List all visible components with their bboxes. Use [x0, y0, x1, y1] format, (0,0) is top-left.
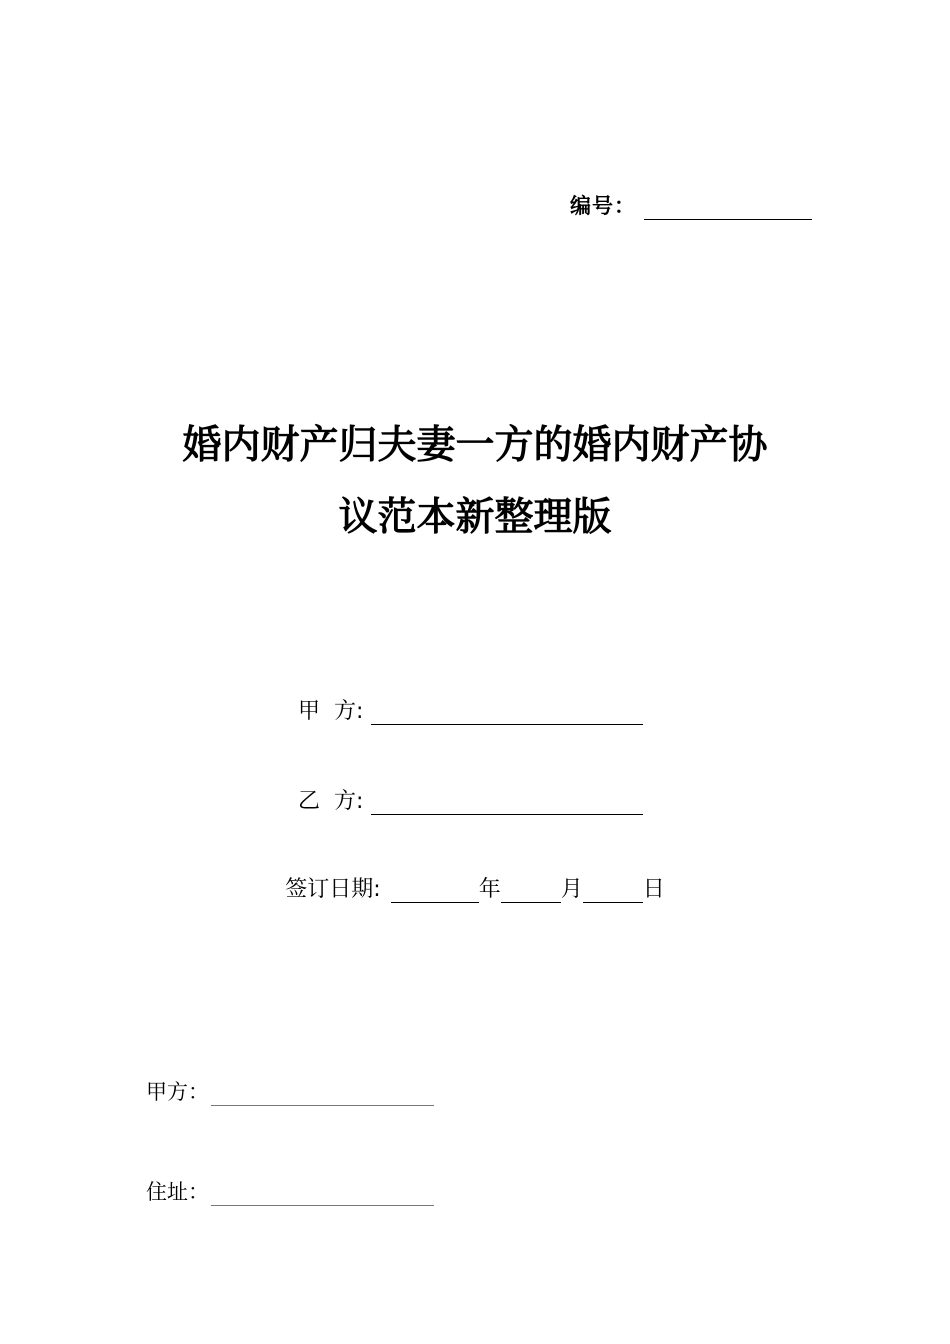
serial-number-field [570, 190, 812, 220]
signature-party-a-label: 甲方： [146, 1080, 209, 1104]
signing-date-field [0, 872, 950, 903]
serial-number-blank[interactable] [644, 195, 812, 220]
party-b-blank[interactable] [371, 790, 643, 815]
year-blank[interactable] [391, 878, 479, 903]
day-blank[interactable] [583, 878, 643, 903]
address-label: 住址： [146, 1180, 209, 1204]
month-blank[interactable] [501, 878, 561, 903]
signing-date-label: 签订日期: [285, 877, 381, 902]
address-field [146, 1176, 434, 1206]
year-label: 年 [478, 877, 501, 902]
party-b-field [298, 784, 643, 815]
party-a-blank[interactable] [371, 700, 643, 725]
serial-number-label: 编号： [570, 194, 636, 218]
document-title [0, 410, 950, 554]
address-blank[interactable] [211, 1183, 434, 1206]
signature-party-a-blank[interactable] [211, 1083, 434, 1106]
title-line-2: 议范本新整理版 [338, 495, 612, 540]
month-label: 月 [560, 877, 583, 902]
day-label: 日 [642, 877, 665, 902]
title-line-1: 婚内财产归夫妻一方的婚内财产协 [182, 423, 768, 468]
signature-party-a-field [146, 1076, 434, 1106]
party-a-label: 甲 方: [298, 699, 364, 724]
party-b-label: 乙 方: [298, 789, 364, 814]
party-a-field [298, 694, 643, 725]
